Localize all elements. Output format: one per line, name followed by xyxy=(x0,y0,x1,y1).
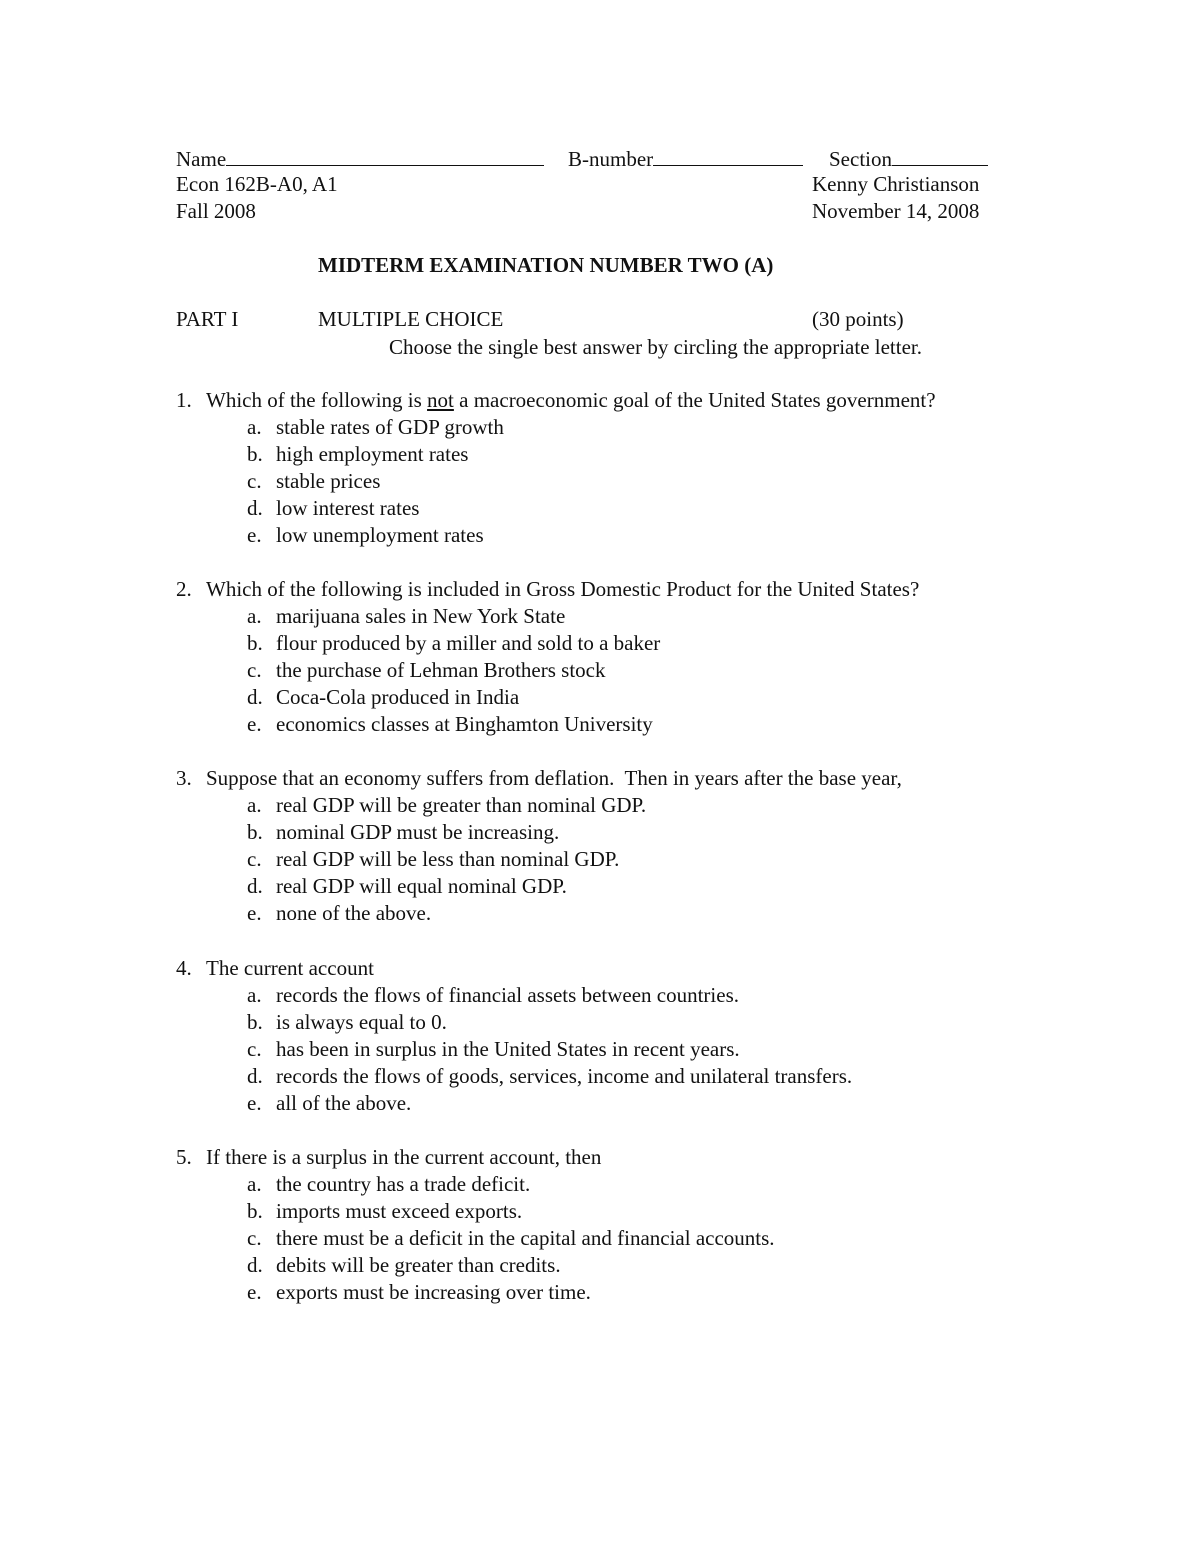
name-blank[interactable] xyxy=(226,146,544,166)
option-text: Coca-Cola produced in India xyxy=(276,685,520,709)
option-letter[interactable]: a. xyxy=(247,1172,262,1196)
question-3-text: Suppose that an economy suffers from deflation. Then in years after the base year, xyxy=(206,766,902,790)
option-letter[interactable]: b. xyxy=(247,1199,263,1223)
exam-title: MIDTERM EXAMINATION NUMBER TWO (A) xyxy=(318,253,774,277)
exam-date: November 14, 2008 xyxy=(812,199,980,223)
option-text: all of the above. xyxy=(276,1091,412,1115)
option-text: is always equal to 0. xyxy=(276,1010,447,1034)
question-text-emphasis: not xyxy=(427,388,454,412)
bnumber-blank[interactable] xyxy=(653,146,803,166)
question-5-text: If there is a surplus in the current account, then xyxy=(206,1145,602,1169)
option-text: real GDP will be less than nominal GDP. xyxy=(276,847,620,871)
option-text: low unemployment rates xyxy=(276,523,484,547)
option-letter[interactable]: d. xyxy=(247,1253,263,1277)
course-code: Econ 162B-A0, A1 xyxy=(176,172,338,196)
option-letter[interactable]: c. xyxy=(247,1226,262,1250)
question-1 xyxy=(176,390,192,411)
question-text-part: a macroeconomic goal of the United States government? xyxy=(453,388,936,412)
option-letter[interactable]: e. xyxy=(247,523,262,547)
option-letter[interactable]: b. xyxy=(247,442,263,466)
option-text: the purchase of Lehman Brothers stock xyxy=(276,658,606,682)
section-blank[interactable] xyxy=(892,146,988,166)
option-letter[interactable]: b. xyxy=(247,631,263,655)
option-letter[interactable]: d. xyxy=(247,1064,263,1088)
option-letter[interactable]: e. xyxy=(247,1091,262,1115)
option-text: imports must exceed exports. xyxy=(276,1199,523,1223)
option-text: none of the above. xyxy=(276,901,432,925)
option-letter[interactable]: c. xyxy=(247,847,262,871)
option-letter[interactable]: c. xyxy=(247,1037,262,1061)
option-letter[interactable]: e. xyxy=(247,712,262,736)
option-letter[interactable]: d. xyxy=(247,685,263,709)
option-letter[interactable]: b. xyxy=(247,820,263,844)
option-text: marijuana sales in New York State xyxy=(276,604,566,628)
option-letter[interactable]: a. xyxy=(247,604,262,628)
option-letter[interactable]: c. xyxy=(247,658,262,682)
question-number: 1. xyxy=(176,388,192,412)
option-letter[interactable]: a. xyxy=(247,983,262,1007)
option-text: real GDP will be greater than nominal GDP. xyxy=(276,793,647,817)
question-number: 2. xyxy=(176,577,192,601)
option-letter[interactable]: a. xyxy=(247,793,262,817)
option-text: flour produced by a miller and sold to a baker xyxy=(276,631,661,655)
option-letter[interactable]: e. xyxy=(247,1280,262,1304)
option-text: stable rates of GDP growth xyxy=(276,415,504,439)
question-1-text xyxy=(206,390,936,411)
option-letter[interactable]: e. xyxy=(247,901,262,925)
section-field[interactable] xyxy=(829,146,988,170)
option-text: records the flows of goods, services, income and unilateral transfers. xyxy=(276,1064,853,1088)
question-number: 4. xyxy=(176,956,192,980)
option-text: there must be a deficit in the capital and financial accounts. xyxy=(276,1226,775,1250)
question-number: 5. xyxy=(176,1145,192,1169)
option-letter[interactable]: a. xyxy=(247,415,262,439)
question-4-text: The current account xyxy=(206,956,374,980)
option-text: low interest rates xyxy=(276,496,420,520)
option-letter[interactable]: b. xyxy=(247,1010,263,1034)
option-text: records the flows of financial assets between countries. xyxy=(276,983,740,1007)
option-letter[interactable]: c. xyxy=(247,469,262,493)
bnumber-label: B-number xyxy=(568,147,654,171)
option-text: stable prices xyxy=(276,469,381,493)
option-text: has been in surplus in the United States in recent years. xyxy=(276,1037,740,1061)
part-label: PART I xyxy=(176,307,239,331)
instructor-name: Kenny Christianson xyxy=(812,172,980,196)
option-text: high employment rates xyxy=(276,442,469,466)
term: Fall 2008 xyxy=(176,199,256,223)
part-name: MULTIPLE CHOICE xyxy=(318,307,504,331)
part-instructions: Choose the single best answer by circling the appropriate letter. xyxy=(389,335,923,359)
option-letter[interactable]: d. xyxy=(247,874,263,898)
question-text-part: Which of the following is xyxy=(206,388,428,412)
option-letter[interactable]: d. xyxy=(247,496,263,520)
question-number: 3. xyxy=(176,766,192,790)
option-text: the country has a trade deficit. xyxy=(276,1172,531,1196)
bnumber-field[interactable] xyxy=(568,146,803,170)
option-text: real GDP will equal nominal GDP. xyxy=(276,874,567,898)
section-label: Section xyxy=(829,147,892,171)
option-text: debits will be greater than credits. xyxy=(276,1253,561,1277)
name-label: Name xyxy=(176,147,227,171)
option-text: economics classes at Binghamton University xyxy=(276,712,653,736)
name-field[interactable] xyxy=(176,146,544,170)
question-2-text: Which of the following is included in Gross Domestic Product for the United States? xyxy=(206,577,920,601)
option-text: nominal GDP must be increasing. xyxy=(276,820,560,844)
part-points: (30 points) xyxy=(812,307,904,331)
option-text: exports must be increasing over time. xyxy=(276,1280,591,1304)
